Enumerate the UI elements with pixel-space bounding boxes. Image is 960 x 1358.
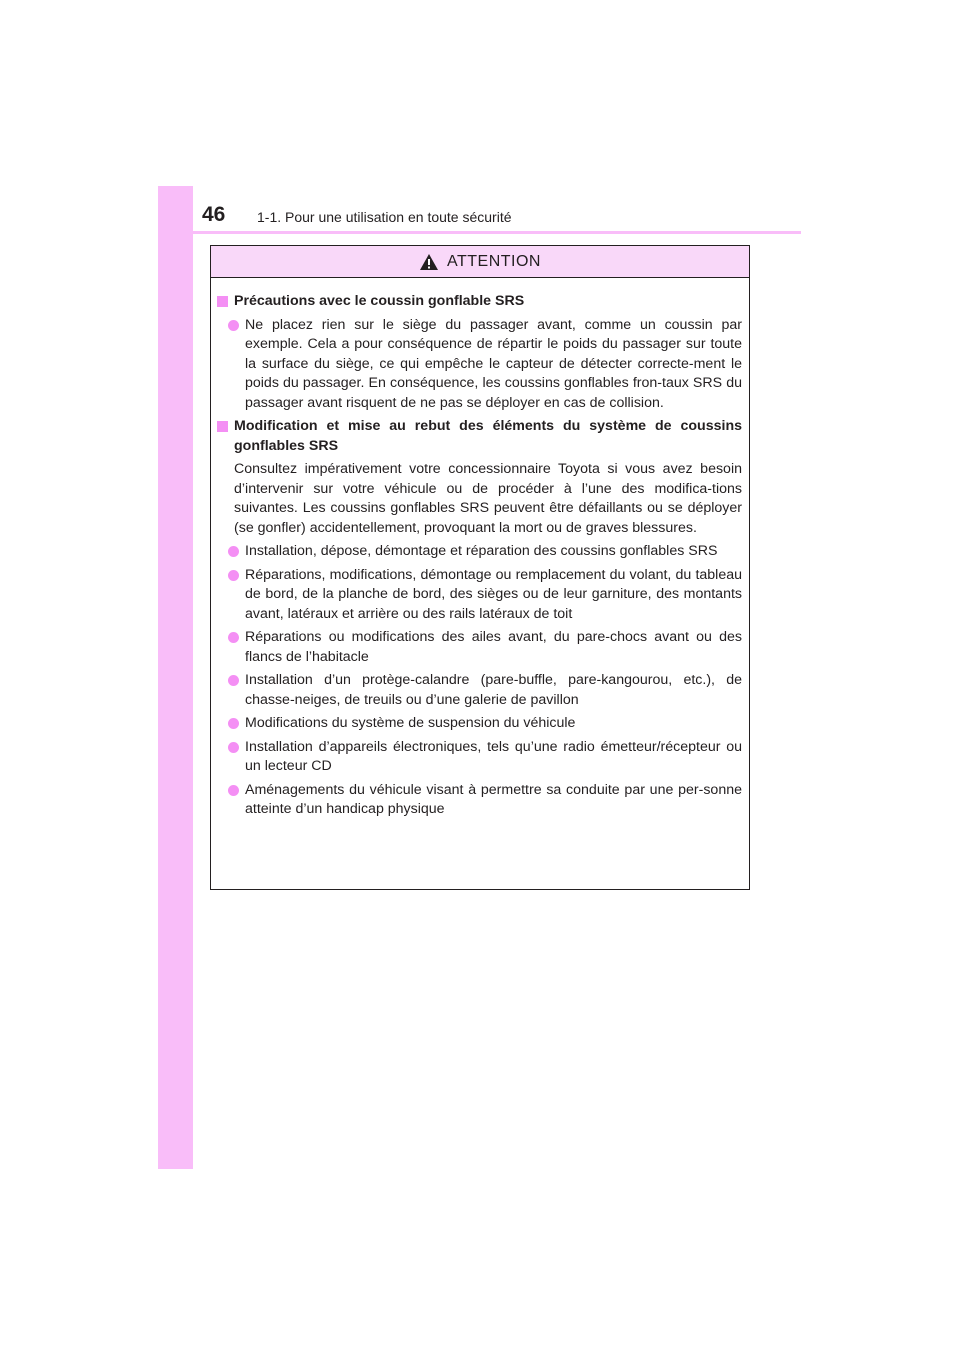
topic-title: Précautions avec le coussin gonflable SRS	[234, 293, 525, 309]
topic-heading	[217, 417, 742, 456]
bullet-text: Installation d’appareils électroniques, tels qu’une radio émetteur/récepteur ou un lecteur CD	[245, 738, 742, 774]
section-title: 1-1. Pour une utilisation en toute sécurité	[257, 209, 512, 225]
round-bullet-icon	[228, 675, 239, 686]
bullet-text: Modifications du système de suspension du véhicule	[245, 715, 576, 731]
bullet-item	[217, 542, 742, 562]
warning-box	[210, 245, 750, 890]
topic-heading	[217, 292, 742, 312]
bullet-item	[217, 316, 742, 414]
bullet-text: Installation, dépose, démontage et réparation des coussins gonflables SRS	[245, 543, 718, 559]
side-color-strip	[158, 186, 193, 1169]
bullet-text: Installation d’un protège-calandre (pare-buffle, pare-kangourou, etc.), de chasse-neiges, de treuils ou d’une galerie de pavillon	[245, 672, 742, 708]
square-bullet-icon	[217, 421, 228, 432]
round-bullet-icon	[228, 742, 239, 753]
header-rule	[193, 231, 801, 234]
bullet-text: Réparations ou modifications des ailes avant, du pare-chocs avant ou des flancs de l’habitacle	[245, 629, 742, 665]
topic-paragraph: Consultez impérativement votre concessionnaire Toyota si vous avez besoin d’intervenir sur votre véhicule ou de procéder à l’une des modifica-tions suivantes. Les coussins gonflables SRS peuvent être défaillants ou se déployer (se gonfler) accidentellement, provoquant la mort ou de graves blessures.	[234, 461, 742, 536]
warning-body	[211, 278, 749, 820]
bullet-text: Aménagements du véhicule visant à permettre sa conduite par une per-sonne atteinte d’un handicap physique	[245, 781, 742, 817]
round-bullet-icon	[228, 785, 239, 796]
bullet-text: Réparations, modifications, démontage ou remplacement du volant, du tableau de bord, de la planche de bord, des sièges ou de leur garniture, des montants avant, latéraux et arrière ou des rails latéraux de toit	[245, 566, 742, 622]
round-bullet-icon	[228, 632, 239, 643]
square-bullet-icon	[217, 296, 228, 307]
warning-header	[211, 246, 749, 278]
bullet-item	[217, 566, 742, 625]
bullet-text: Ne placez rien sur le siège du passager avant, comme un coussin par exemple. Cela a pour conséquence de répartir le poids du passager sur toute la surface du siège, ce qui empêche le capteur de détecter correcte-ment le poids du passager. En conséquence, les coussins gonflables fron-taux SRS du passager avant risquent de ne pas se déployer en cas de collision.	[245, 316, 742, 411]
page-number: 46	[202, 203, 226, 226]
bullet-item	[217, 628, 742, 667]
round-bullet-icon	[228, 546, 239, 557]
bullet-item	[217, 714, 742, 734]
bullet-item	[217, 738, 742, 777]
round-bullet-icon	[228, 320, 239, 331]
round-bullet-icon	[228, 718, 239, 729]
round-bullet-icon	[228, 570, 239, 581]
bullet-item	[217, 781, 742, 820]
warning-triangle-icon	[419, 253, 439, 271]
topic-title: Modification et mise au rebut des éléments du système de coussins gonflables SRS	[234, 418, 742, 454]
warning-heading: ATTENTION	[447, 252, 541, 270]
bullet-item	[217, 671, 742, 710]
